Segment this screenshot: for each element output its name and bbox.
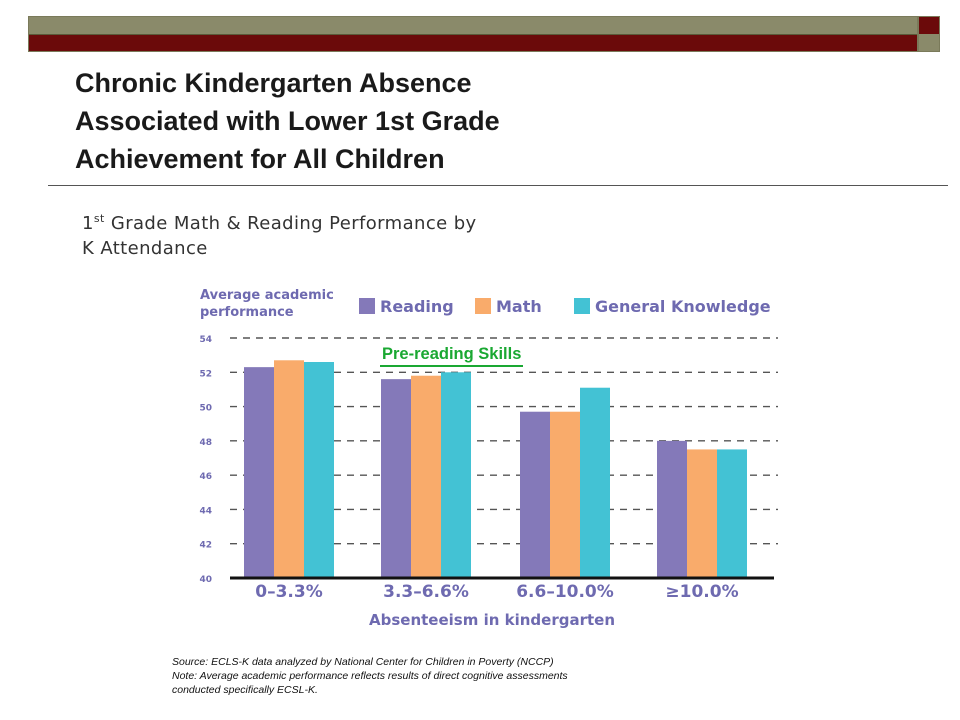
title-divider xyxy=(48,185,948,186)
x-tick-label-0: 0–3.3% xyxy=(255,582,323,602)
source-line-2: Note: Average academic performance reflects results of direct cognitive assessments xyxy=(172,670,568,682)
title-line-2: Associated with Lower 1st Grade xyxy=(75,106,500,136)
x-tick-label-3: ≥10.0% xyxy=(665,582,739,602)
y-tick-label-7: 40 xyxy=(199,575,212,585)
legend-label-2: General Knowledge xyxy=(595,297,771,316)
bar-1-1 xyxy=(411,376,441,578)
y-tick-label-0: 54 xyxy=(199,335,212,345)
y-axis-title-line-1: Average academic xyxy=(200,288,334,303)
y-tick-label-5: 44 xyxy=(199,506,212,517)
header-bar xyxy=(28,16,918,52)
source-note xyxy=(172,655,732,697)
x-axis-title: Absenteeism in kindergarten xyxy=(369,611,615,629)
y-tick-label-2: 50 xyxy=(199,403,212,414)
y-tick-label-1: 52 xyxy=(199,369,212,380)
subtitle-ordinal-suffix: st xyxy=(93,212,105,225)
legend-swatch-1 xyxy=(475,298,491,314)
title-line-1: Chronic Kindergarten Absence xyxy=(75,68,472,98)
bar-1-0 xyxy=(381,379,411,578)
bar-0-0 xyxy=(244,367,274,578)
bar-1-2 xyxy=(441,372,471,578)
bar-3-2 xyxy=(717,449,747,578)
bar-chart xyxy=(188,278,783,634)
corner-bottom xyxy=(919,34,939,51)
subtitle-ordinal: 1 xyxy=(82,213,94,234)
subtitle-line-2: K Attendance xyxy=(82,238,208,259)
legend-swatch-2 xyxy=(574,298,590,314)
bar-2-2 xyxy=(580,388,610,578)
title-line-3: Achievement for All Children xyxy=(75,144,445,174)
pre-reading-skills-label: Pre-reading Skills xyxy=(380,343,523,367)
slide-subtitle xyxy=(82,206,622,261)
bar-0-2 xyxy=(304,362,334,578)
bar-0-1 xyxy=(274,360,304,578)
legend-swatch-0 xyxy=(359,298,375,314)
corner-top xyxy=(919,17,939,34)
header-bar-olive-stripe xyxy=(29,17,917,35)
legend-label-1: Math xyxy=(496,297,542,316)
source-line-3: conducted specifically ECSL-K. xyxy=(172,684,318,696)
bar-chart-svg xyxy=(188,278,783,634)
bar-3-1 xyxy=(687,449,717,578)
bar-3-0 xyxy=(657,441,687,578)
legend-label-0: Reading xyxy=(380,297,454,316)
x-tick-label-1: 3.3–6.6% xyxy=(383,582,469,602)
y-axis-title-line-2: performance xyxy=(200,305,294,320)
source-line-1: Source: ECLS-K data analyzed by National Center for Children in Poverty (NCCP) xyxy=(172,656,554,668)
y-tick-label-3: 48 xyxy=(199,437,212,448)
header-corner-block xyxy=(918,16,940,52)
x-tick-label-2: 6.6–10.0% xyxy=(516,582,614,602)
y-tick-label-4: 46 xyxy=(199,472,212,483)
bar-2-0 xyxy=(520,412,550,578)
slide-title xyxy=(75,64,715,178)
bar-2-1 xyxy=(550,412,580,578)
y-tick-label-6: 42 xyxy=(199,540,212,551)
subtitle-line-1: Grade Math & Reading Performance by xyxy=(104,213,477,234)
